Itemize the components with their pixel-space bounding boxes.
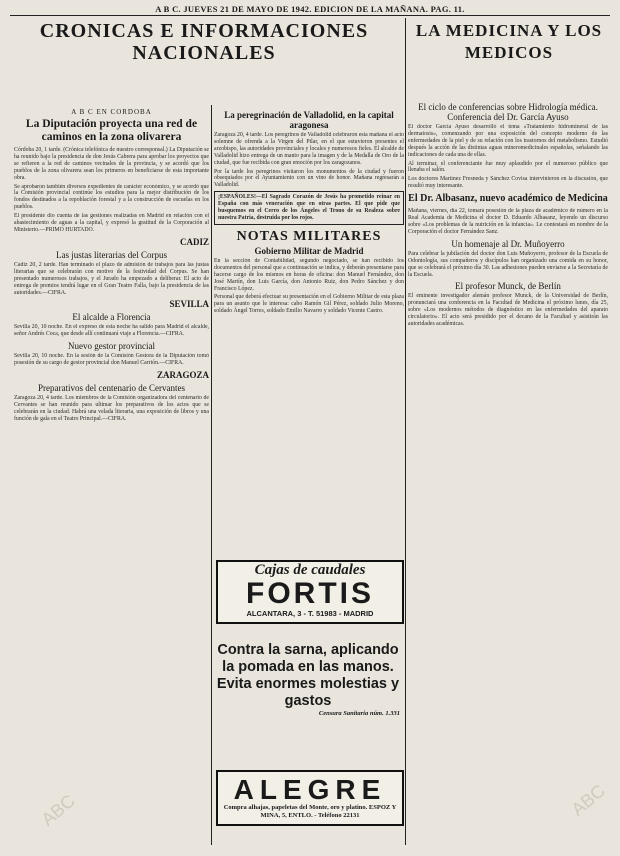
article-title: El alcalde a Florencia [72,312,151,323]
watermark: ABC [37,790,79,830]
city-heading: ZARAGOZA [156,370,209,381]
notice-text: ¡ESPAÑOLES!—El Sagrado Corazón de Jesús ha prometido reinar en España con más veneración que en otras partes. El que pide que busquemos en el Cerro de los Ángeles el Trono de su Realeza sobre nuestra Patria, destruida por los rojos. [218,194,400,221]
article-body: Personal que deberá efectuar su presentación en el Gobierno Militar de esta plaza para un asunto que le interesa: cabo Ramón Gil Pérez, soldado Julio Moreno, soldado Ángel Torres, soldado Emilio Navarro y soldado Vicente Castro. [214,294,404,315]
ad-sarna [216,634,400,742]
article-body: Por la tarde los peregrinos visitaron los monumentos de la ciudad y fueron obsequiados por el Ayuntamiento con un vino de honor. Mañana regresarán a Valladolid. [214,168,404,189]
ad-alegre-footer: Compra alhajas, papeletas del Monte, oro y platino. ESPOZ Y MINA, 5, ENTLO. - Teléfono 22131 [223,804,397,819]
article-body: Cádiz 20, 2 tarde. Han terminado el plazo de admisión de trabajos para las justas literarias que se celebrarán con motivo de la festividad del Corpus. Se han presentado numerosos trabajos, y el Jurado ha empezado a deliberar. El acto de entrega de premios tendrá lugar en el Gran Teatro Falla, bajo la presidencia de las autoridades.—CIFRA. [14,261,209,296]
article-title: La Diputación proyecta una red de caminos en la zona olivarera [25,118,198,143]
article-title: Preparativos del centenario de Cervantes [38,383,185,394]
section-title-left [14,20,394,64]
column-2 [214,70,404,317]
section-title-line2: NACIONALES [132,42,276,64]
section-title-right [404,20,614,64]
article-body: Al terminar, el conferenciante fue muy aplaudido por el numeroso público que llenaba el salón. [408,160,608,174]
header-rule [10,15,610,16]
article-body: Zaragoza 20, 4 tarde. Los miembros de la Comisión organizadora del centenario de Cervantes se han reunido para ultimar los preparativos de los actos que se celebrarán en la ciudad. Habrá una velada literaria, una exposición de libros y una función de gala en el Teatro Principal.—CIFRA. [14,395,209,422]
column-rule-1 [211,105,212,845]
article-body: Los doctores Martínez Fresneda y Sánchez Covisa intervinieron en la discusión, que resultó muy interesante. [408,176,608,190]
section-title-right-line1: LA MEDICINA Y LOS [415,21,603,40]
article-body: El eminente investigador alemán profesor Munck, de la Universidad de Berlín, pronunciará una conferencia en la Facultad de Medicina el próximo lunes, día 25, sobre «Los modernos métodos de diagnóstico en las enfermedades del aparato circulatorio». El acto será presidido por el decano de la Facultad y asistirán las autoridades académicas. [408,293,608,328]
city-heading: CADIZ [179,236,209,247]
article-body: Para celebrar la jubilación del doctor don Luis Muñoyerro, profesor de la Escuela de Odontología, sus compañeros y discípulos han organizado una comida en su honor, que se celebrará el próximo día 30. Las adhesiones pueden enviarse a la Secretaría de la Escuela. [408,250,608,278]
article-body: Zaragoza 20, 4 tarde. Los peregrinos de Valladolid celebraron esta mañana el acto solemne de ofrenda a la Virgen del Pilar, en el que estuvieron presentes el arzobispo, las autoridades provinciales y locales y numerosos fieles. El alcalde de Valladolid hizo entrega de un manto para la imagen y de la Medalla de Oro de la ciudad, que fue recibida con gran emoción por los zaragozanos. [214,132,404,166]
ad-fortis-brand: FORTIS [246,577,374,610]
ad-fortis [216,560,404,624]
article-body: En la sección de Contabilidad, segundo negociado, se han recibido los documentos del personal que a continuación se indica, y deberán presentarse para hacerse cargo de los mismos en horas de oficina: don Manuel Fernández, don José Martín, don Luis García, don Antonio Ruiz, don Pedro Sánchez y don Francisco López. [214,257,404,292]
article-body: Se aprobaron también diversos expedientes de carácter económico, y se acordó que la Comisión provincial continúe los estudios para la mejor distribución de los fondos destinados a la repoblación forestal y a la construcción de escuelas en los pueblos. [14,183,209,211]
article-title: Nuevo gestor provincial [68,341,155,352]
watermark: ABC [567,780,609,820]
article-title: Un homenaje al Dr. Muñoyerro [451,238,565,249]
city-heading: SEVILLA [169,299,209,310]
column-rule-2 [405,18,406,845]
kicker: A B C EN CORDOBA [71,108,152,116]
article-title: La peregrinación de Valladolid, en la capital aragonesa [224,110,394,130]
page-header: A B C. JUEVES 21 DE MAYO DE 1942. EDICION DE LA MAÑANA. PAG. 11. [155,4,465,14]
article-body: Sevilla 20, 10 noche. En la sesión de la Comisión Gestora de la Diputación tomó posesión de su cargo de gestor provincial don Manuel Carrión.—CIFRA. [14,353,209,367]
column-3 [408,70,608,330]
notas-title: NOTAS MILITARES [236,228,382,244]
section-title-line1: CRONICAS E INFORMACIONES [39,20,369,42]
article-body: Mañana, viernes, día 22, tomará posesión de la plaza de académico de número en la Real Academia de Medicina el doctor D. Eduardo Albasanz, leyendo un discurso sobre «Los problemas de la nutrición en la infancia». Le contestará en nombre de la Corporación el doctor Fernández Sanz. [408,208,608,235]
ad-fortis-address: ALCANTARA, 3 - T. 51983 - MADRID [246,609,374,618]
article-title: El Dr. Albasanz, nuevo académico de Medicina [408,193,608,205]
article-body: Córdoba 20, 1 tarde. (Crónica telefónica de nuestro corresponsal.) La Diputación se ha reunido bajo la presidencia de don Jesús Cabrera para aprobar los proyectos que se refieren a la red de caminos vecinales de la provincia, y se acordó que los pueblos de la zona olivarera sean los primeros en beneficiarse de esta importante obra. [14,147,209,181]
article-title: El profesor Munck, de Berlín [455,281,561,292]
ad-sarna-text: Contra la sarna, aplicando la pomada en las manos. Evita enormes molestias y gastos [216,642,400,709]
section-title-right-line2: MEDICOS [464,43,554,62]
article-body: Sevilla 20, 10 noche. En el expreso de esta noche ha salido para Madrid el alcalde, señor Andrés Coca, que desde allí continuará viaje a Florencia.—CIFRA. [14,324,209,338]
notas-subtitle: Gobierno Militar de Madrid [254,245,364,256]
ad-alegre [216,770,404,826]
notice-box [214,191,404,225]
ad-fortis-script: Cajas de caudales [254,562,366,578]
article-title: El ciclo de conferencias sobre Hidrología médica. Conferencia del Dr. García Ayuso [418,102,598,122]
ad-alegre-brand: ALEGRE [233,774,387,805]
column-1 [14,68,209,425]
ad-sarna-footer: Censura Sanitaria núm. 1.331 [318,710,400,717]
article-body: El doctor García Ayuso desarrolló el tema «Tratamiento hidromineral de las dermatosis», comenzando por una exposición del concepto moderno de las enfermedades de la piel y de su relación con los trastornos del metabolismo. Estudió después la acción de las distintas aguas mineromedicinales españolas, señalando las indicaciones de cada una de ellas. [408,124,608,158]
article-body: El presidente dio cuenta de las gestiones realizadas en Madrid en relación con el abastecimiento de aguas a la capital, y expresó la gratitud de la Corporación al Ministerio.—PRIMO HURTADO. [14,213,209,233]
article-title: Las justas literarias del Corpus [56,249,167,260]
